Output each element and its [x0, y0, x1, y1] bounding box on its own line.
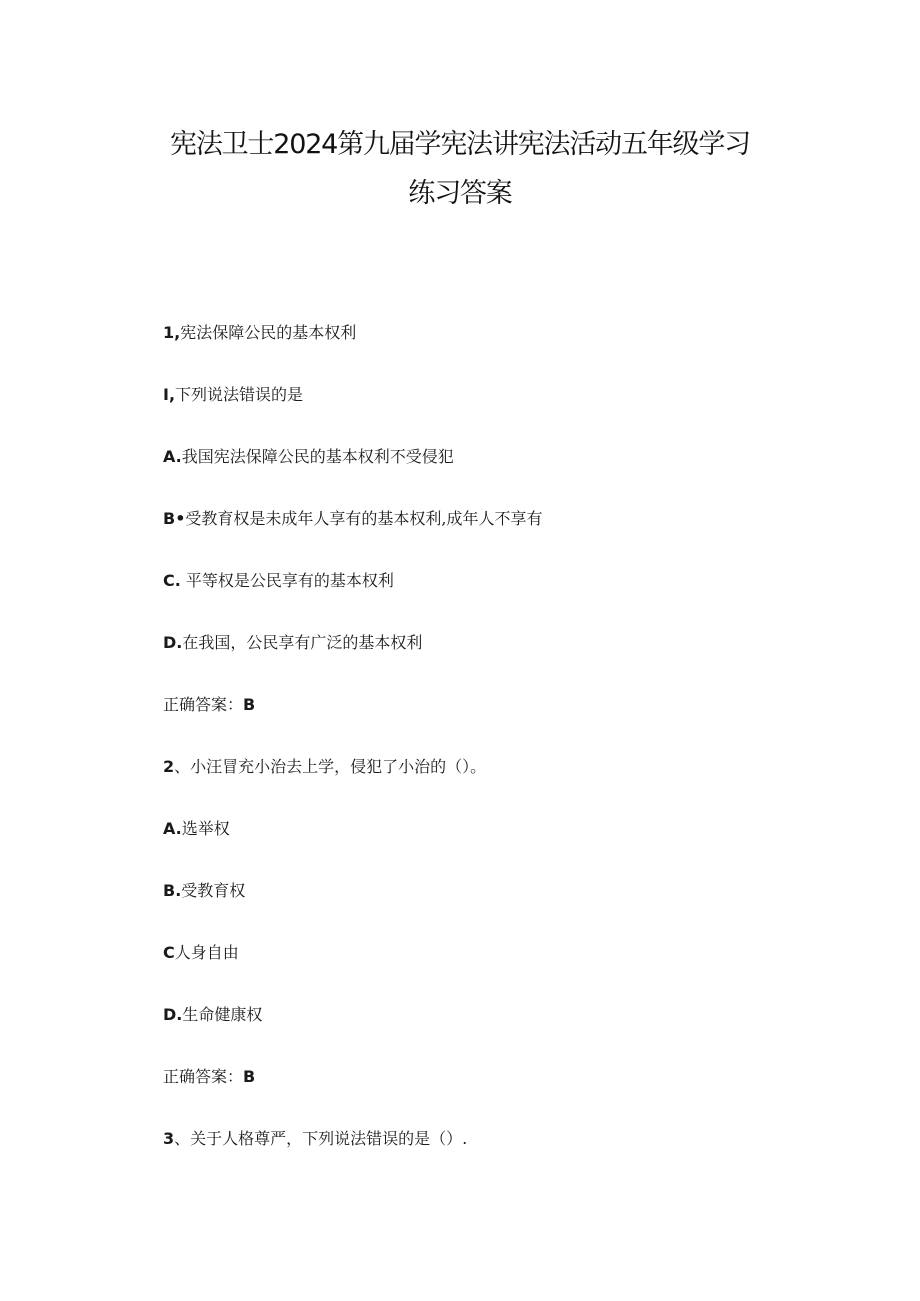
question-2	[163, 756, 486, 778]
option-text: 平等权是公民享有的基本权利	[180, 571, 394, 590]
option-d	[163, 632, 422, 654]
section-heading-1	[163, 322, 356, 344]
correct-answer	[163, 694, 255, 716]
question-3	[163, 1128, 467, 1150]
question-number: 3	[163, 1129, 175, 1148]
option-letter: C	[163, 943, 175, 962]
option-text: 受教育权是未成年人享有的基本权利,成年人不享有	[185, 509, 543, 528]
option-c	[163, 942, 239, 964]
question-text: 下列说法错误的是	[175, 385, 304, 404]
option-b	[163, 880, 245, 902]
option-letter: A.	[163, 447, 182, 466]
question-number: 2	[163, 757, 175, 776]
option-letter: B•	[163, 509, 186, 528]
option-letter: D.	[163, 633, 183, 652]
question-text: 、关于人格尊严，下列说法错误的是（）.	[174, 1129, 468, 1148]
answer-value: B	[243, 695, 256, 714]
item-text: 宪法保障公民的基本权利	[180, 323, 357, 342]
option-text: 生命健康权	[182, 1005, 263, 1024]
option-letter: A.	[163, 819, 182, 838]
option-a	[163, 446, 454, 468]
option-text: 受教育权	[181, 881, 246, 900]
correct-answer	[163, 1066, 255, 1088]
document-title-line-2: 练习答案	[408, 178, 512, 209]
option-a	[163, 818, 230, 840]
question-text: 、小汪冒充小治去上学，侵犯了小治的（）。	[174, 757, 487, 776]
option-text: 人身自由	[174, 943, 239, 962]
answer-value: B	[243, 1067, 256, 1086]
answer-label: 正确答案：	[163, 1067, 244, 1086]
option-c	[163, 570, 394, 592]
option-text: 在我国，公民享有广泛的基本权利	[182, 633, 423, 652]
document-title-line-1: 宪法卫士2024第九届学宪法讲宪法活动五年级学习	[170, 129, 750, 160]
option-letter: B.	[163, 881, 182, 900]
answer-label: 正确答案：	[163, 695, 244, 714]
option-d	[163, 1004, 262, 1026]
question-1	[163, 384, 303, 406]
option-b	[163, 508, 543, 530]
item-number: 1,	[163, 323, 181, 342]
question-number: I,	[163, 385, 176, 404]
option-text: 选举权	[181, 819, 230, 838]
option-letter: C.	[163, 571, 181, 590]
option-letter: D.	[163, 1005, 183, 1024]
option-text: 我国宪法保障公民的基本权利不受侵犯	[181, 447, 454, 466]
